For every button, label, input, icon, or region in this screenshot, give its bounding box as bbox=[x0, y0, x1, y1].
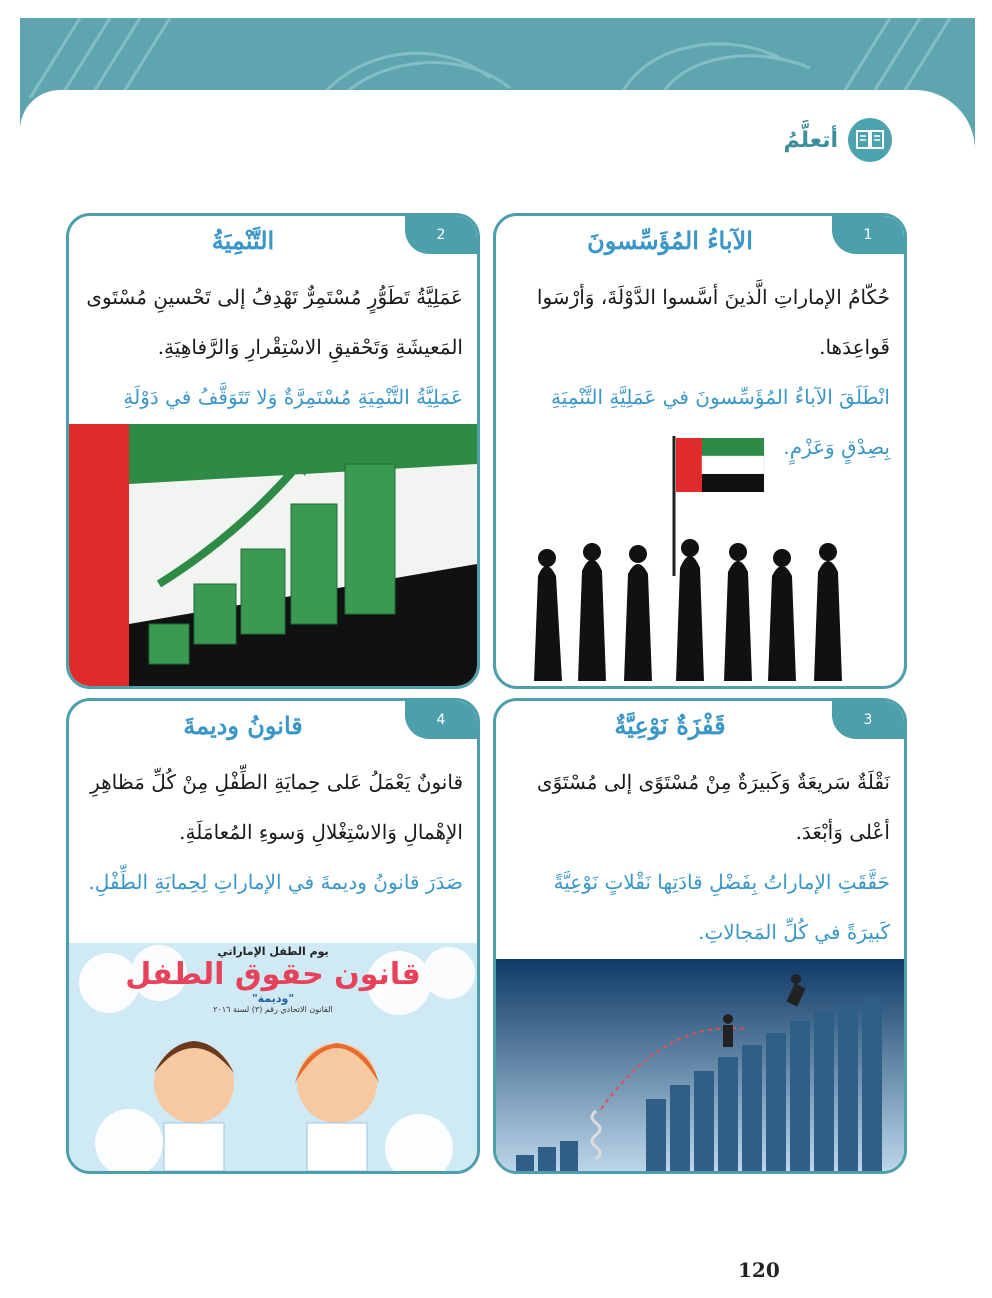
learn-label: أتعلَّمُ bbox=[783, 127, 838, 153]
poster-small-line: القانون الاتحادي رقم (٣) لسنة ٢٠١٦ bbox=[213, 1005, 333, 1014]
card-definition: عَمَلِيَّةُ تَطَوُّرٍ مُسْتَمِرٌّ تَهْدِفُ إلى تَحْسينِ مُسْتَوى المَعيشَةِ وَتَحْقيقِ الاسْتِقْرارِ وَالرَّفاهِيَةِ. bbox=[86, 285, 463, 359]
card-example: صَدَرَ قانونُ وديمةَ في الإماراتِ لِحِمايَةِ الطِّفْلِ. bbox=[88, 870, 463, 894]
card-title: قَفْزَةٌ نَوْعِيَّةٌ bbox=[614, 711, 726, 740]
book-icon bbox=[848, 118, 892, 162]
wadeema-poster bbox=[69, 943, 477, 1171]
card-title: الآباءُ المُؤَسِّسونَ bbox=[587, 226, 753, 255]
growth-chart-image bbox=[69, 424, 477, 686]
card-number: 4 bbox=[405, 701, 477, 739]
card-definition: نَقْلَةٌ سَريعَةٌ وَكَبيرَةٌ مِنْ مُسْتَوًى إلى مُسْتَوًى أعْلى وَأبْعَدَ. bbox=[536, 770, 890, 844]
card-example: حَقَّقَتِ الإماراتُ بِفَضْلِ قادَتِها نَقْلاتٍ نَوْعِيَّةً كَبيرَةً في كُلِّ المَجالاتِ. bbox=[553, 870, 890, 944]
card-example: عَمَلِيَّةُ التَّنْمِيَةِ مُسْتَمِرَّةٌ وَلا تَتَوَقَّفُ في دَوْلَةِ bbox=[123, 385, 463, 409]
card-title: قانونُ وديمةَ bbox=[183, 711, 303, 740]
card-definition: حُكّامُ الإماراتِ الَّذينَ أسَّسوا الدَّوْلَةَ، وَأرْسَوا قَواعِدَها. bbox=[536, 285, 890, 359]
poster-subline: "وديمة" bbox=[251, 992, 295, 1005]
founders-flag-image bbox=[496, 426, 904, 686]
business-leap-image bbox=[496, 959, 904, 1171]
card-text bbox=[83, 757, 463, 907]
card-development bbox=[66, 213, 480, 689]
card-founding-fathers bbox=[493, 213, 907, 689]
decorative-banner bbox=[20, 18, 975, 98]
card-definition: قانونٌ يَعْمَلُ عَلى حِمايَةِ الطِّفْلِ مِنْ كُلِّ مَظاهِرِ الإهْمالِ وَالاسْتِغْلالِ وَسوءِ المُعامَلَةِ. bbox=[90, 770, 463, 844]
card-number: 2 bbox=[405, 216, 477, 254]
card-number: 3 bbox=[832, 701, 904, 739]
card-qualitative-leap bbox=[493, 698, 907, 1174]
card-wadeema-law bbox=[66, 698, 480, 1174]
card-example: انْطَلَقَ الآباءُ المُؤَسِّسونَ في عَمَلِيَّةِ التَّنْمِيَةِ بِصِدْقٍ وَعَزْمٍ. bbox=[551, 385, 890, 459]
learn-heading bbox=[784, 118, 892, 162]
poster-headline: قانون حقوق الطفل bbox=[125, 957, 421, 992]
poster-top-line: يوم الطفل الإماراتي bbox=[217, 945, 329, 958]
card-number: 1 bbox=[832, 216, 904, 254]
card-text bbox=[510, 757, 890, 957]
page-number: 120 bbox=[738, 1258, 780, 1282]
card-title: التَّنْمِيَةُ bbox=[211, 226, 275, 255]
